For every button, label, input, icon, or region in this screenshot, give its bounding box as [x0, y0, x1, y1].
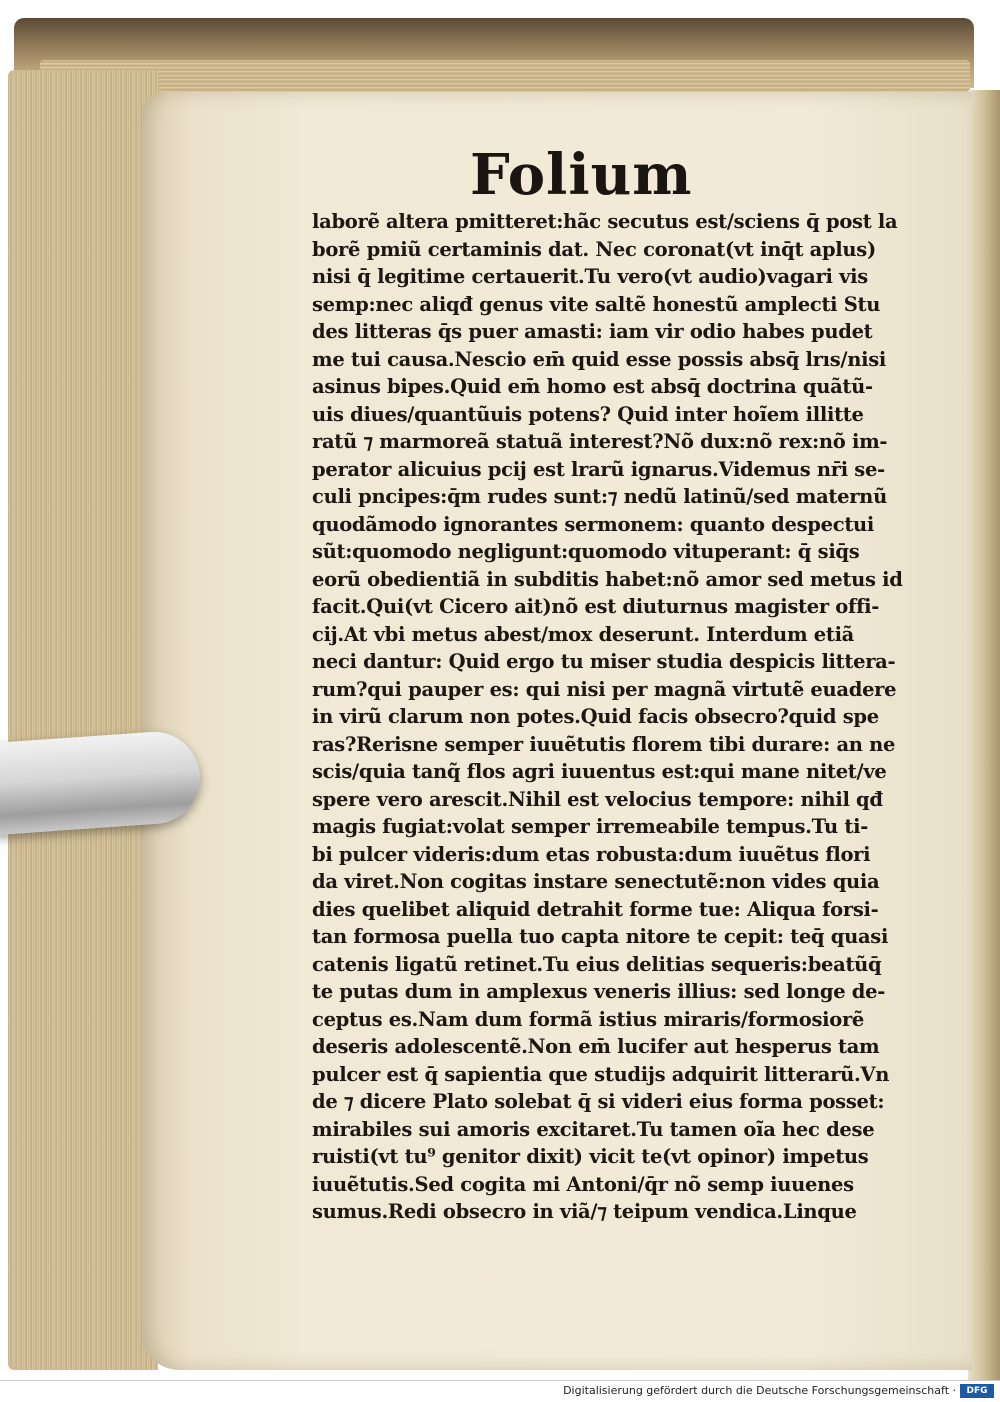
text-line: eorũ obedientiã in subditis habet:nõ amor sed metus id — [312, 567, 903, 591]
dfg-logo: DFG — [960, 1384, 994, 1398]
text-line: uis diues/quantũuis potens? Quid inter hoĩem illitte — [312, 402, 864, 426]
text-line: mirabiles sui amoris excitaret.Tu tamen oĩa hec dese — [312, 1117, 875, 1141]
text-line: tan formosa puella tuo capta nitore te cepit: teq̄ quasi — [312, 925, 889, 948]
footer-bar — [0, 1380, 1000, 1402]
text-line: ruisti(vt tu⁹ genitor dixit) vicit te(vt opinor) impetus — [312, 1145, 869, 1168]
text-line: bi pulcer videris:dum etas robusta:dum iuuẽtus flori — [312, 842, 871, 866]
text-line: dies quelibet aliquid detrahit forme tue: Aliqua forsi- — [312, 897, 879, 921]
text-line: spere vero arescit.Nihil est velocius tempore: nihil qđ — [312, 787, 883, 811]
text-line: facit.Qui(vt Cicero ait)nõ est diuturnus magister offi- — [312, 595, 880, 618]
text-line: neci dantur: Quid ergo tu miser studia despicis littera- — [312, 650, 896, 673]
text-line: te putas dum in amplexus veneris illius: sed longe de- — [312, 980, 886, 1003]
text-line: pulcer est q̄ sapientia que studijs adquirit litterarũ.Vn — [312, 1062, 890, 1086]
text-line: culi pncipes:q̄m rudes sunt:⁊ nedũ latinũ/sed maternũ — [312, 485, 887, 508]
text-line: in virũ clarum non potes.Quid facis obsecro?quid spe — [312, 705, 879, 728]
page-text — [312, 208, 908, 1226]
page-heading: Folium — [470, 142, 693, 208]
text-line: cij.At vbi metus abest/mox deserunt. Interdum etiã — [312, 622, 855, 646]
text-line: quodãmodo ignorantes sermonem: quanto despectui — [312, 512, 875, 536]
text-line: sũt:quomodo negligunt:quomodo vituperant: q̄ siq̄s — [312, 540, 860, 563]
text-line: asinus bipes.Quid em̄ homo est absq̄ doctrina quãtũ- — [312, 375, 873, 398]
text-line: magis fugiat:volat semper irremeabile tempus.Tu ti- — [312, 815, 869, 838]
text-line: iuuẽtutis.Sed cogita mi Antoni/q̄r nõ semp iuuenes — [312, 1172, 854, 1196]
footer-attribution: Digitalisierung gefördert durch die Deutsche Forschungsgemeinschaft · — [563, 1384, 956, 1397]
text-line: semp:nec aliqđ genus vite saltẽ honestũ amplecti Stu — [312, 292, 881, 316]
text-line: catenis ligatũ retinet.Tu eius delitias sequeris:beatũq̄ — [312, 952, 882, 976]
text-line: de ⁊ dicere Plato solebat q̄ si videri eius forma posset: — [312, 1090, 885, 1113]
text-line: deseris adolescentẽ.Non em̄ lucifer aut hesperus tam — [312, 1035, 880, 1058]
text-line: borẽ pmiũ certaminis dat. Nec coronat(vt inq̄t aplus) — [312, 237, 876, 261]
page-stack-left — [8, 70, 158, 1370]
text-line: nisi q̄ legitime certauerit.Tu vero(vt audio)vagari vis — [312, 265, 868, 288]
page-clamp — [0, 729, 203, 835]
text-line: ceptus es.Nam dum formã istius miraris/formosiorẽ — [312, 1007, 865, 1031]
text-line: da viret.Non cogitas instare senectutẽ:non vides quia — [312, 870, 880, 893]
text-line: ratũ ⁊ marmoreã statuã interest?Nõ dux:nõ rex:nõ im- — [312, 430, 888, 453]
text-line: ras?Rerisne semper iuuẽtutis florem tibi durare: an ne — [312, 732, 896, 756]
text-line: scis/quia tanq̃ flos agri iuuentus est:qui mane nitet/ve — [312, 760, 887, 783]
text-line: perator alicuius pcij est lrarũ ignarus.Videmus nr̄i se- — [312, 457, 885, 481]
page-fore-edge — [968, 90, 1000, 1380]
text-line: me tui causa.Nescio em̄ quid esse possis absq̄ lrıs/nisi — [312, 347, 887, 371]
text-line: des litteras q̄s puer amasti: iam vir odio habes pudet — [312, 320, 873, 343]
text-line: rum?qui pauper es: qui nisi per magnã virtutẽ euadere — [312, 677, 897, 701]
text-line: laborẽ altera pmitteret:hãc secutus est/sciens q̄ post la — [312, 210, 898, 233]
text-line: sumus.Redi obsecro in viã/⁊ teipum vendica.Linque — [312, 1200, 857, 1223]
